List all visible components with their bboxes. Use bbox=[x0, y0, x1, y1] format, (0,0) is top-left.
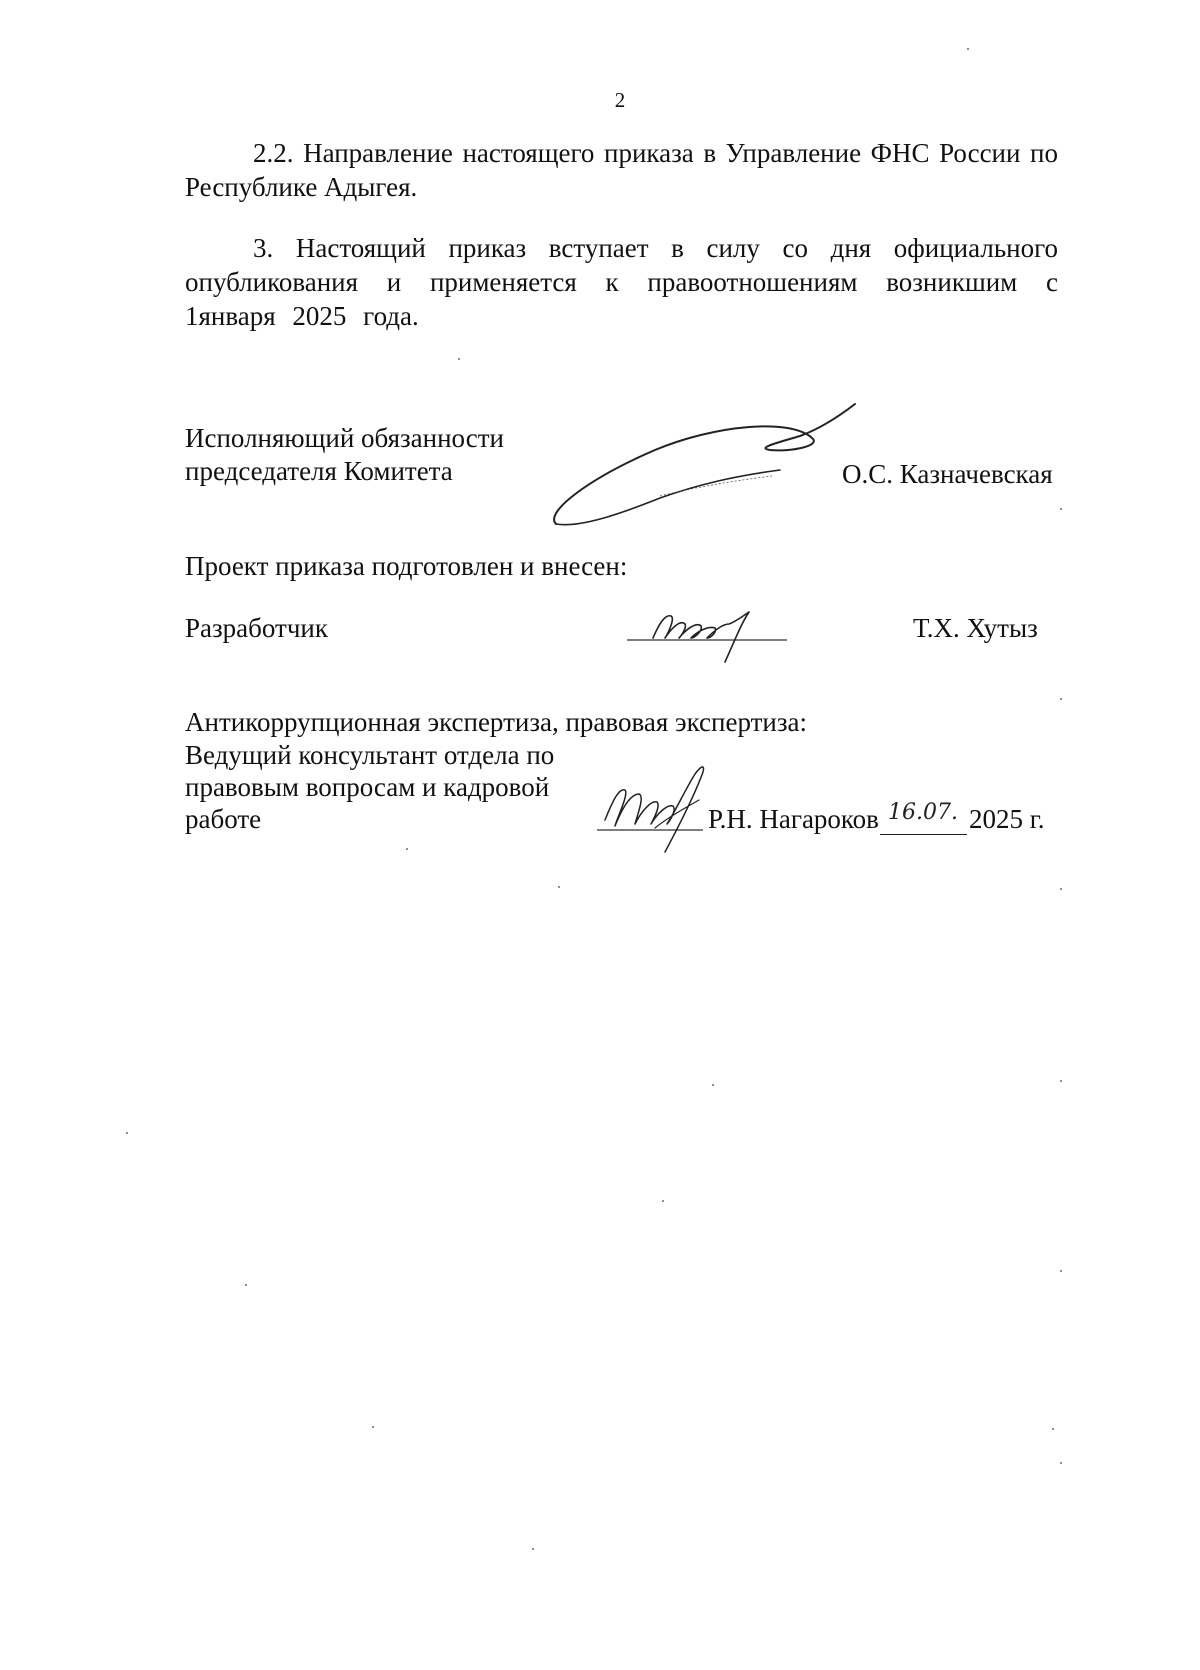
scan-speck bbox=[1060, 508, 1062, 510]
scan-speck bbox=[1060, 888, 1062, 890]
signatory-position-line-2: председателя Комитета bbox=[185, 456, 453, 486]
scan-speck bbox=[558, 886, 560, 888]
scan-speck bbox=[126, 1132, 128, 1134]
prepared-heading: Проект приказа подготовлен и внесен: bbox=[185, 551, 628, 581]
expertise-heading: Антикоррупционная экспертиза, правовая экспертиза: bbox=[185, 707, 808, 737]
paragraph-3-text: 3. Настоящий приказ вступает в силу со дня официального опубликования и применяется к правоотношениям возникшим с 1января 2025 года. bbox=[185, 233, 1058, 331]
signatory-signature bbox=[550, 400, 870, 540]
scan-speck bbox=[372, 1426, 374, 1428]
signatory-position-line-1: Исполняющий обязанности bbox=[185, 423, 504, 453]
scan-speck bbox=[458, 358, 460, 360]
developer-signature bbox=[625, 600, 800, 670]
scan-speck bbox=[1052, 1428, 1054, 1430]
scan-speck bbox=[1060, 1462, 1062, 1464]
developer-role: Разработчик bbox=[185, 613, 328, 643]
expertise-handwritten-date: 16.07. bbox=[888, 800, 958, 825]
scan-speck bbox=[245, 1284, 247, 1286]
page-number: 2 bbox=[614, 88, 626, 112]
expertise-position-line-3: работе bbox=[185, 804, 262, 834]
expertise-year: 2025 г. bbox=[969, 804, 1045, 834]
expertise-position-line-1: Ведущий консультант отдела по bbox=[185, 740, 555, 770]
paragraph-2-2 bbox=[185, 136, 1058, 204]
scan-speck bbox=[532, 1548, 534, 1550]
scan-speck bbox=[1060, 698, 1062, 700]
expertise-name: Р.Н. Нагароков bbox=[708, 804, 879, 834]
scan-speck bbox=[662, 1200, 664, 1202]
expertise-position-line-2: правовым вопросам и кадровой bbox=[185, 772, 550, 802]
date-underline bbox=[880, 834, 967, 835]
paragraph-3 bbox=[185, 231, 1058, 333]
scan-speck bbox=[1060, 1080, 1062, 1082]
paragraph-2-2-text: 2.2. Направление настоящего приказа в Управление ФНС России по Республике Адыгея. bbox=[185, 138, 1058, 202]
scan-speck bbox=[712, 1084, 714, 1086]
developer-name: Т.Х. Хутыз bbox=[913, 613, 1038, 643]
scan-speck bbox=[967, 48, 969, 50]
scan-speck bbox=[406, 848, 408, 850]
signatory-name: О.С. Казначевская bbox=[842, 459, 1053, 489]
scan-speck bbox=[1060, 1270, 1062, 1272]
